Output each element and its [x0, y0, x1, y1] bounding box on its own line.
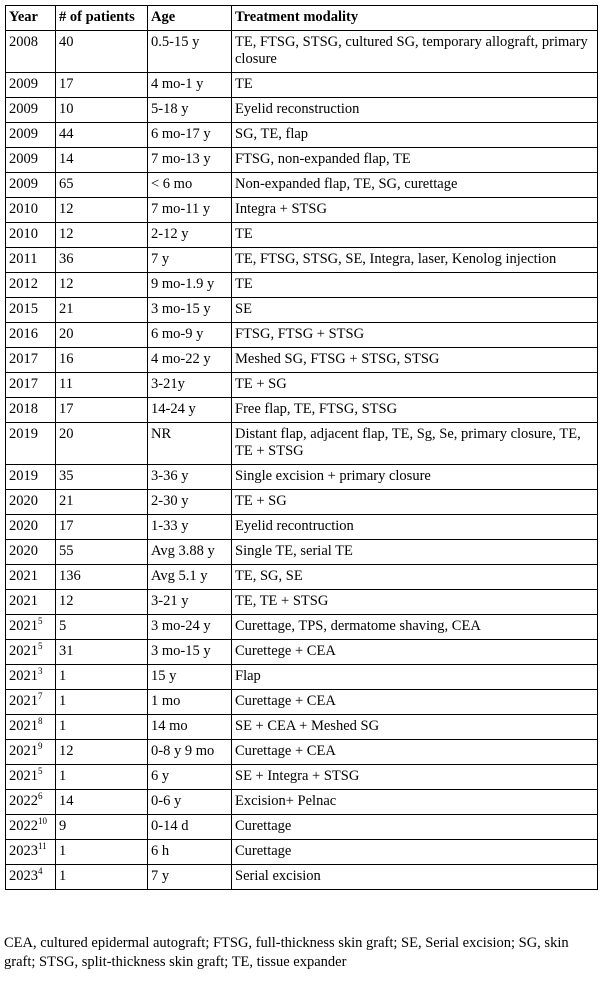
cell-year [6, 465, 56, 490]
table-row [6, 148, 598, 173]
table-row [6, 865, 598, 890]
cell-year [6, 865, 56, 890]
table-row [6, 690, 598, 715]
reference-superscript: 3 [38, 666, 43, 677]
table-row [6, 640, 598, 665]
cell-patients: 35 [56, 465, 148, 490]
reference-superscript: 5 [38, 616, 43, 627]
cell-year [6, 348, 56, 373]
table-row [6, 198, 598, 223]
year-text: 2021 [9, 618, 38, 634]
table-row [6, 31, 598, 73]
year-text: 2021 [9, 768, 38, 784]
cell-treatment: Eyelid recontruction [232, 515, 598, 540]
cell-treatment: Single TE, serial TE [232, 540, 598, 565]
cell-age: 6 mo-17 y [148, 123, 232, 148]
cell-year [6, 373, 56, 398]
cell-year [6, 423, 56, 465]
cell-patients: 10 [56, 98, 148, 123]
year-text: 2018 [9, 401, 38, 417]
cell-treatment: TE [232, 223, 598, 248]
year-text: 2021 [9, 743, 38, 759]
year-text: 2021 [9, 643, 38, 659]
cell-year [6, 298, 56, 323]
cell-age: 7 y [148, 865, 232, 890]
cell-patients: 14 [56, 790, 148, 815]
cell-patients: 21 [56, 490, 148, 515]
cell-treatment: TE, TE + STSG [232, 590, 598, 615]
cell-treatment: Curettege + CEA [232, 640, 598, 665]
year-text: 2009 [9, 101, 38, 117]
year-text: 2009 [9, 76, 38, 92]
cell-patients: 1 [56, 690, 148, 715]
reference-superscript: 8 [38, 716, 43, 727]
cell-age: 4 mo-22 y [148, 348, 232, 373]
cell-treatment: Flap [232, 665, 598, 690]
cell-treatment: Curettage + CEA [232, 690, 598, 715]
table-row [6, 373, 598, 398]
year-text: 2008 [9, 34, 38, 50]
cell-year [6, 248, 56, 273]
table-row [6, 98, 598, 123]
cell-patients: 17 [56, 515, 148, 540]
cell-age: 5-18 y [148, 98, 232, 123]
cell-patients: 16 [56, 348, 148, 373]
cell-treatment: TE [232, 273, 598, 298]
cell-patients: 12 [56, 223, 148, 248]
cell-year [6, 490, 56, 515]
cell-age: 6 mo-9 y [148, 323, 232, 348]
cell-age: 4 mo-1 y [148, 73, 232, 98]
cell-patients: 14 [56, 148, 148, 173]
cell-treatment: SE + Integra + STSG [232, 765, 598, 790]
cell-patients: 9 [56, 815, 148, 840]
cell-age: 3 mo-15 y [148, 640, 232, 665]
year-text: 2021 [9, 718, 38, 734]
cell-year [6, 223, 56, 248]
cell-patients: 1 [56, 765, 148, 790]
table-row [6, 123, 598, 148]
cell-patients: 12 [56, 273, 148, 298]
cell-age: 3 mo-15 y [148, 298, 232, 323]
table-row [6, 790, 598, 815]
cell-patients: 20 [56, 323, 148, 348]
table-row [6, 348, 598, 373]
year-text: 2009 [9, 126, 38, 142]
cell-year [6, 690, 56, 715]
cell-age: NR [148, 423, 232, 465]
header-treatment: Treatment modality [232, 6, 598, 31]
cell-age: 2-30 y [148, 490, 232, 515]
year-text: 2019 [9, 426, 38, 442]
cell-treatment: TE + SG [232, 373, 598, 398]
cell-patients: 40 [56, 31, 148, 73]
cell-treatment: Curettage [232, 840, 598, 865]
cell-year [6, 615, 56, 640]
cell-treatment: SE [232, 298, 598, 323]
cell-age: 9 mo-1.9 y [148, 273, 232, 298]
cell-patients: 65 [56, 173, 148, 198]
cell-year [6, 31, 56, 73]
cell-year [6, 398, 56, 423]
year-text: 2023 [9, 843, 38, 859]
table-row [6, 298, 598, 323]
cell-age: 14 mo [148, 715, 232, 740]
year-text: 2023 [9, 868, 38, 884]
year-text: 2022 [9, 818, 38, 834]
header-age: Age [148, 6, 232, 31]
header-patients: # of patients [56, 6, 148, 31]
table-row [6, 465, 598, 490]
year-text: 2020 [9, 493, 38, 509]
table-row [6, 423, 598, 465]
table-row [6, 740, 598, 765]
cell-year [6, 123, 56, 148]
cell-age: 7 y [148, 248, 232, 273]
cell-age: 0-14 d [148, 815, 232, 840]
cell-age: 6 h [148, 840, 232, 865]
cell-treatment: Curettage [232, 815, 598, 840]
year-text: 2020 [9, 518, 38, 534]
year-text: 2009 [9, 176, 38, 192]
cell-year [6, 640, 56, 665]
cell-treatment: Non-expanded flap, TE, SG, curettage [232, 173, 598, 198]
cell-patients: 136 [56, 565, 148, 590]
cell-age: 1-33 y [148, 515, 232, 540]
cell-patients: 20 [56, 423, 148, 465]
year-text: 2020 [9, 543, 38, 559]
year-text: 2012 [9, 276, 38, 292]
year-text: 2019 [9, 468, 38, 484]
cell-age: 7 mo-11 y [148, 198, 232, 223]
cell-treatment: TE, FTSG, STSG, cultured SG, temporary allograft, primary closure [232, 31, 598, 73]
table-row [6, 765, 598, 790]
table-row [6, 665, 598, 690]
cell-patients: 12 [56, 590, 148, 615]
table-row [6, 540, 598, 565]
cell-treatment: Free flap, TE, FTSG, STSG [232, 398, 598, 423]
cell-treatment: Curettage + CEA [232, 740, 598, 765]
table-row [6, 715, 598, 740]
table-body [6, 31, 598, 890]
cell-age: 0-8 y 9 mo [148, 740, 232, 765]
cell-patients: 44 [56, 123, 148, 148]
cell-treatment: FTSG, FTSG + STSG [232, 323, 598, 348]
cell-year [6, 73, 56, 98]
cell-age: 15 y [148, 665, 232, 690]
cell-year [6, 198, 56, 223]
cell-treatment: TE + SG [232, 490, 598, 515]
cell-treatment: Eyelid reconstruction [232, 98, 598, 123]
reference-superscript: 9 [38, 741, 43, 752]
cell-patients: 12 [56, 740, 148, 765]
cell-age: 3-36 y [148, 465, 232, 490]
reference-superscript: 10 [38, 816, 47, 827]
cell-age: 7 mo-13 y [148, 148, 232, 173]
cell-year [6, 840, 56, 865]
table-row [6, 223, 598, 248]
cell-age: 3-21 y [148, 590, 232, 615]
year-text: 2010 [9, 226, 38, 242]
year-text: 2021 [9, 668, 38, 684]
cell-year [6, 323, 56, 348]
cell-age: < 6 mo [148, 173, 232, 198]
table-row [6, 248, 598, 273]
year-text: 2009 [9, 151, 38, 167]
cell-treatment: TE, SG, SE [232, 565, 598, 590]
table-row [6, 273, 598, 298]
cell-age: 0.5-15 y [148, 31, 232, 73]
cell-year [6, 715, 56, 740]
reference-superscript: 6 [38, 791, 43, 802]
cell-patients: 36 [56, 248, 148, 273]
treatment-table [5, 5, 598, 890]
cell-year [6, 515, 56, 540]
cell-year [6, 790, 56, 815]
reference-superscript: 5 [38, 766, 43, 777]
table-row [6, 590, 598, 615]
cell-year [6, 273, 56, 298]
cell-patients: 11 [56, 373, 148, 398]
table-row [6, 490, 598, 515]
cell-age: 0-6 y [148, 790, 232, 815]
cell-year [6, 540, 56, 565]
cell-age: 2-12 y [148, 223, 232, 248]
cell-treatment: Meshed SG, FTSG + STSG, STSG [232, 348, 598, 373]
cell-year [6, 740, 56, 765]
year-text: 2021 [9, 593, 38, 609]
cell-year [6, 173, 56, 198]
cell-year [6, 665, 56, 690]
cell-year [6, 765, 56, 790]
cell-year [6, 148, 56, 173]
cell-age: 3 mo-24 y [148, 615, 232, 640]
table-footnote: CEA, cultured epidermal autograft; FTSG, full-thickness skin graft; SE, Serial excision; SG, skin graft; STSG, split-thickness skin graft; TE, tissue expander [4, 935, 569, 970]
reference-superscript: 11 [38, 841, 47, 852]
cell-treatment: SE + CEA + Meshed SG [232, 715, 598, 740]
table-row [6, 398, 598, 423]
cell-year [6, 98, 56, 123]
cell-patients: 31 [56, 640, 148, 665]
table-row [6, 73, 598, 98]
cell-patients: 1 [56, 715, 148, 740]
table-row [6, 323, 598, 348]
cell-year [6, 815, 56, 840]
table-row [6, 815, 598, 840]
cell-patients: 1 [56, 665, 148, 690]
year-text: 2022 [9, 793, 38, 809]
year-text: 2015 [9, 301, 38, 317]
cell-patients: 17 [56, 398, 148, 423]
cell-treatment: TE, FTSG, STSG, SE, Integra, laser, Kenolog injection [232, 248, 598, 273]
cell-age: 6 y [148, 765, 232, 790]
cell-patients: 5 [56, 615, 148, 640]
cell-year [6, 590, 56, 615]
cell-year [6, 565, 56, 590]
cell-patients: 12 [56, 198, 148, 223]
cell-treatment: TE [232, 73, 598, 98]
year-text: 2011 [9, 251, 38, 267]
year-text: 2016 [9, 326, 38, 342]
cell-age: 3-21y [148, 373, 232, 398]
header-year: Year [6, 6, 56, 31]
cell-treatment: Serial excision [232, 865, 598, 890]
cell-age: Avg 5.1 y [148, 565, 232, 590]
year-text: 2017 [9, 376, 38, 392]
cell-age: 14-24 y [148, 398, 232, 423]
cell-age: Avg 3.88 y [148, 540, 232, 565]
reference-superscript: 7 [38, 691, 43, 702]
year-text: 2017 [9, 351, 38, 367]
reference-superscript: 5 [38, 641, 43, 652]
table-header-row [6, 6, 598, 31]
table-row [6, 565, 598, 590]
cell-patients: 1 [56, 840, 148, 865]
year-text: 2021 [9, 568, 38, 584]
cell-patients: 1 [56, 865, 148, 890]
table-row [6, 173, 598, 198]
cell-patients: 21 [56, 298, 148, 323]
year-text: 2021 [9, 693, 38, 709]
cell-patients: 55 [56, 540, 148, 565]
cell-treatment: Excision+ Pelnac [232, 790, 598, 815]
table-row [6, 840, 598, 865]
cell-patients: 17 [56, 73, 148, 98]
table-row [6, 615, 598, 640]
table-row [6, 515, 598, 540]
cell-treatment: Integra + STSG [232, 198, 598, 223]
cell-treatment: Curettage, TPS, dermatome shaving, CEA [232, 615, 598, 640]
year-text: 2010 [9, 201, 38, 217]
cell-treatment: FTSG, non-expanded flap, TE [232, 148, 598, 173]
cell-treatment: Single excision + primary closure [232, 465, 598, 490]
cell-treatment: SG, TE, flap [232, 123, 598, 148]
cell-treatment: Distant flap, adjacent flap, TE, Sg, Se, primary closure, TE, TE + STSG [232, 423, 598, 465]
reference-superscript: 4 [38, 866, 43, 877]
cell-age: 1 mo [148, 690, 232, 715]
